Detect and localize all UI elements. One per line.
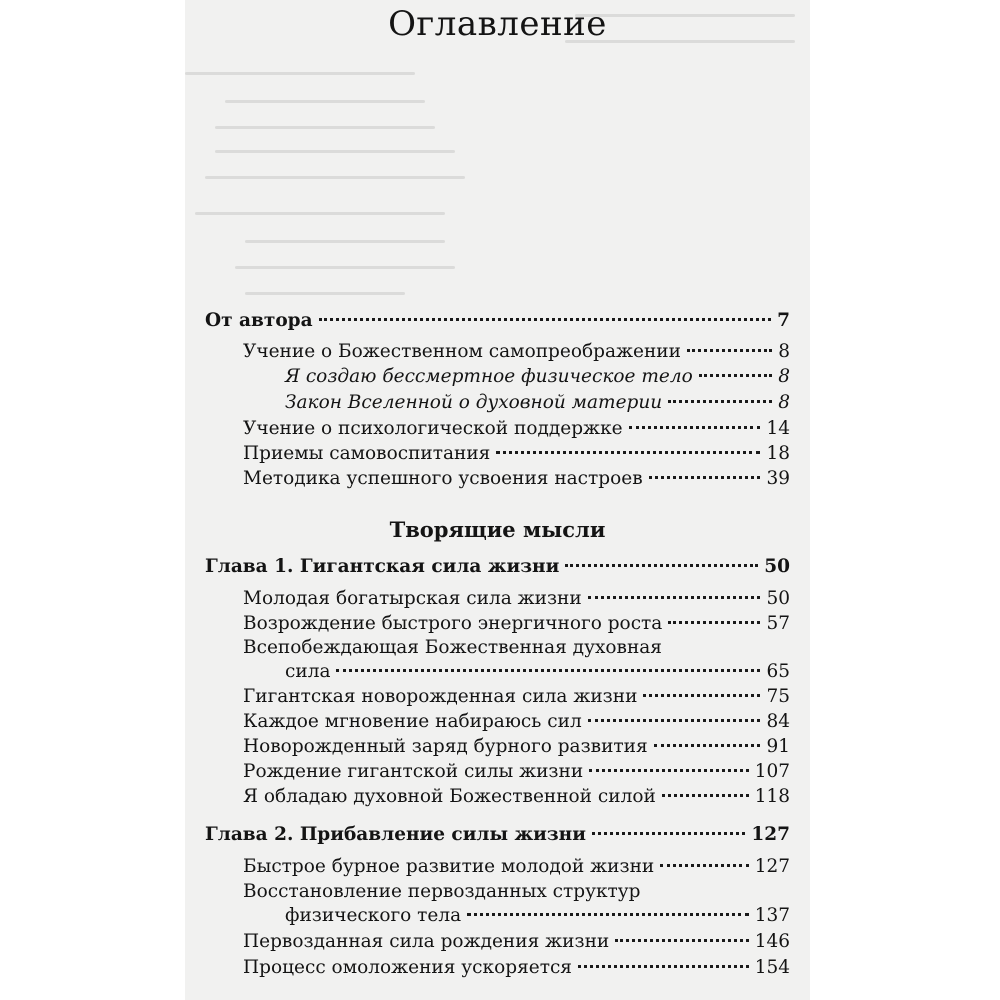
entry-label-line-1: Всепобеждающая Божественная духовная [243, 637, 662, 658]
entry-label: Я обладаю духовной Божественной силой [243, 786, 656, 807]
toc-entry [285, 364, 790, 390]
dot-leader [588, 596, 761, 599]
entry-page-number: 50 [764, 556, 790, 577]
entry-label-line-1: Восстановление первозданных структур [243, 881, 641, 902]
entry-page-number: 127 [751, 824, 790, 845]
entry-page-number: 75 [766, 686, 790, 707]
entry-page-number: 107 [754, 761, 790, 782]
toc-title: Оглавление [388, 4, 607, 44]
dot-leader [565, 564, 758, 567]
dot-leader [578, 965, 749, 968]
entry-label: Гигантская новорожденная сила жизни [243, 686, 638, 707]
entry-label: Методика успешного усвоения настроев [243, 468, 643, 489]
entry-page-number: 18 [766, 443, 790, 464]
bleed-through-text [185, 0, 810, 330]
entry-page-number: 84 [766, 711, 790, 732]
entry-page-number: 14 [766, 418, 790, 439]
entry-page-number: 91 [766, 736, 790, 757]
entry-page-number: 137 [754, 905, 790, 926]
toc-entry [285, 659, 790, 685]
entry-page-number: 154 [754, 957, 790, 978]
entry-label: Быстрое бурное развитие молодой жизни [243, 856, 655, 877]
entry-page-number: 8 [778, 392, 790, 413]
dot-leader [699, 374, 772, 377]
entry-page-number: 8 [778, 366, 790, 387]
toc-entry-chapter-2 [205, 822, 790, 848]
dot-leader [615, 939, 748, 942]
dot-leader [687, 349, 772, 352]
entry-label: Учение о психологической поддержке [243, 418, 623, 439]
toc-entry [243, 734, 790, 760]
dot-leader [336, 669, 760, 672]
dot-leader [662, 794, 749, 797]
entry-label: Учение о Божественном самопреображении [243, 341, 681, 362]
entry-label-continued: сила [285, 661, 331, 682]
entry-label: Процесс омоложения ускоряется [243, 957, 572, 978]
toc-entry [243, 611, 790, 637]
toc-entry [285, 903, 790, 929]
toc-entry [243, 955, 790, 981]
dot-leader [660, 864, 748, 867]
dot-leader [643, 694, 760, 697]
entry-label-continued: физического тела [285, 905, 462, 926]
toc-entry [243, 759, 790, 785]
entry-label: Я создаю бессмертное физическое тело [285, 366, 693, 387]
entry-page-number: 39 [766, 468, 790, 489]
book-page [185, 0, 810, 1000]
entry-label: Молодая богатырская сила жизни [243, 588, 582, 609]
entry-page-number: 146 [754, 931, 790, 952]
dot-leader [668, 621, 760, 624]
entry-label: Новорожденный заряд бурного развития [243, 736, 648, 757]
toc-entry-from-author [205, 308, 790, 334]
dot-leader [496, 451, 760, 454]
toc-entry [243, 784, 790, 810]
dot-leader [649, 476, 761, 479]
entry-label: От автора [205, 310, 313, 331]
entry-label: Закон Вселенной о духовной материи [285, 392, 663, 413]
toc-entry [243, 416, 790, 442]
entry-label: Первозданная сила рождения жизни [243, 931, 610, 952]
toc-entry-chapter-1 [205, 554, 790, 580]
entry-label: Возрождение быстрого энергичного роста [243, 613, 663, 634]
dot-leader [319, 318, 772, 321]
entry-label: Рождение гигантской силы жизни [243, 761, 584, 782]
dot-leader [668, 400, 772, 403]
dot-leader [592, 832, 745, 835]
toc-entry [243, 709, 790, 735]
entry-page-number: 57 [766, 613, 790, 634]
toc-entry [243, 684, 790, 710]
entry-page-number: 127 [754, 856, 790, 877]
entry-page-number: 65 [766, 661, 790, 682]
entry-page-number: 50 [766, 588, 790, 609]
toc-entry [285, 390, 790, 416]
entry-page-number: 7 [777, 310, 790, 331]
dot-leader [467, 913, 749, 916]
entry-page-number: 118 [754, 786, 790, 807]
entry-label: Приемы самовоспитания [243, 443, 491, 464]
toc-entry [243, 929, 790, 955]
entry-page-number: 8 [778, 341, 790, 362]
dot-leader [589, 769, 749, 772]
toc-entry [243, 339, 790, 365]
section-heading: Творящие мысли [389, 517, 606, 542]
entry-label: Каждое мгновение набираюсь сил [243, 711, 582, 732]
toc-entry [243, 466, 790, 492]
dot-leader [654, 744, 761, 747]
toc-entry [243, 854, 790, 880]
toc-entry [243, 441, 790, 467]
dot-leader [629, 426, 761, 429]
entry-label: Глава 2. Прибавление силы жизни [205, 824, 586, 845]
toc-entry [243, 586, 790, 612]
dot-leader [588, 719, 761, 722]
entry-label: Глава 1. Гигантская сила жизни [205, 556, 560, 577]
